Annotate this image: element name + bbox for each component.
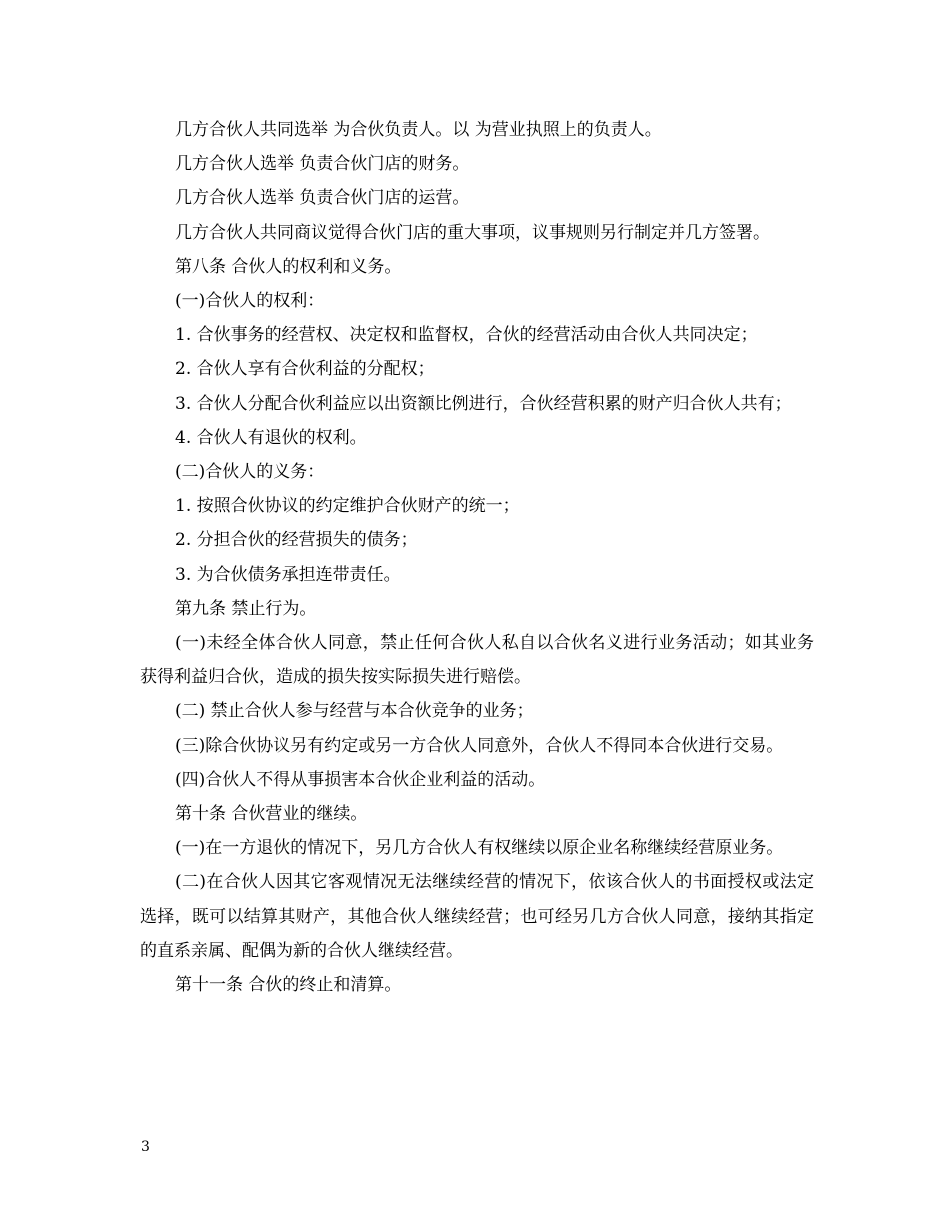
- article-heading-10: 第十条 合伙营业的继续。: [175, 804, 368, 825]
- paragraph-finance-election: 几方合伙人选举 负责合伙门店的财务。: [175, 154, 470, 175]
- paragraph-major-matters: 几方合伙人共同商议觉得合伙门店的重大事项，议事规则另行制定并几方签署。: [175, 222, 770, 243]
- continuation-1: (一)在一方退伙的情况下，另几方合伙人有权继续以原企业名称继续经营原业务。: [175, 838, 784, 859]
- prohibition-2: (二) 禁止合伙人参与经营与本合伙竞争的业务；: [175, 701, 534, 722]
- prohibition-3: (三)除合伙协议另有约定或另一方合伙人同意外，合伙人不得同本合伙进行交易。: [175, 735, 784, 756]
- article-heading-11: 第十一条 合伙的终止和清算。: [175, 975, 402, 996]
- continuation-2: (二)在合伙人因其它客观情况无法继续经营的情况下，依该合伙人的书面授权或法定选择，既可以结算其财产，其他合伙人继续经营；也可经另几方合伙人同意，接纳其指定的直系亲属、配偶为新的合伙人继续经营。: [140, 872, 814, 961]
- list-item-obligations-2: 2. 分担合伙的经营损失的债务；: [175, 530, 418, 551]
- list-item-obligations-3: 3. 为合伙债务承担连带责任。: [175, 564, 401, 585]
- list-item-rights-1: 1. 合伙事务的经营权、决定权和监督权，合伙的经营活动由合伙人共同决定；: [175, 325, 758, 346]
- list-item-obligations-1: 1. 按照合伙协议的约定维护合伙财产的统一；: [175, 496, 520, 517]
- paragraph-leader-election: 几方合伙人共同选举 为合伙负责人。以 为营业执照上的负责人。: [175, 120, 662, 140]
- prohibition-4: (四)合伙人不得从事损害本合伙企业利益的活动。: [175, 769, 546, 790]
- document-body: [140, 113, 814, 1002]
- prohibition-1: (一)未经全体合伙人同意，禁止任何合伙人私自以合伙名义进行业务活动；如其业务获得利益归合伙，造成的损失按实际损失进行赔偿。: [140, 633, 814, 688]
- article-heading-9: 第九条 禁止行为。: [175, 598, 317, 619]
- article-heading-8: 第八条 合伙人的权利和义务。: [175, 256, 402, 277]
- section-heading-rights: (一)合伙人的权利：: [175, 291, 325, 312]
- section-heading-obligations: (二)合伙人的义务：: [175, 462, 325, 483]
- list-item-rights-2: 2. 合伙人享有合伙利益的分配权；: [175, 359, 435, 380]
- paragraph-operations-election: 几方合伙人选举 负责合伙门店的运营。: [175, 188, 470, 209]
- list-item-rights-3: 3. 合伙人分配合伙利益应以出资额比例进行，合伙经营积累的财产归合伙人共有；: [175, 393, 792, 414]
- page-number: 3: [141, 1139, 150, 1155]
- list-item-rights-4: 4. 合伙人有退伙的权利。: [175, 427, 367, 448]
